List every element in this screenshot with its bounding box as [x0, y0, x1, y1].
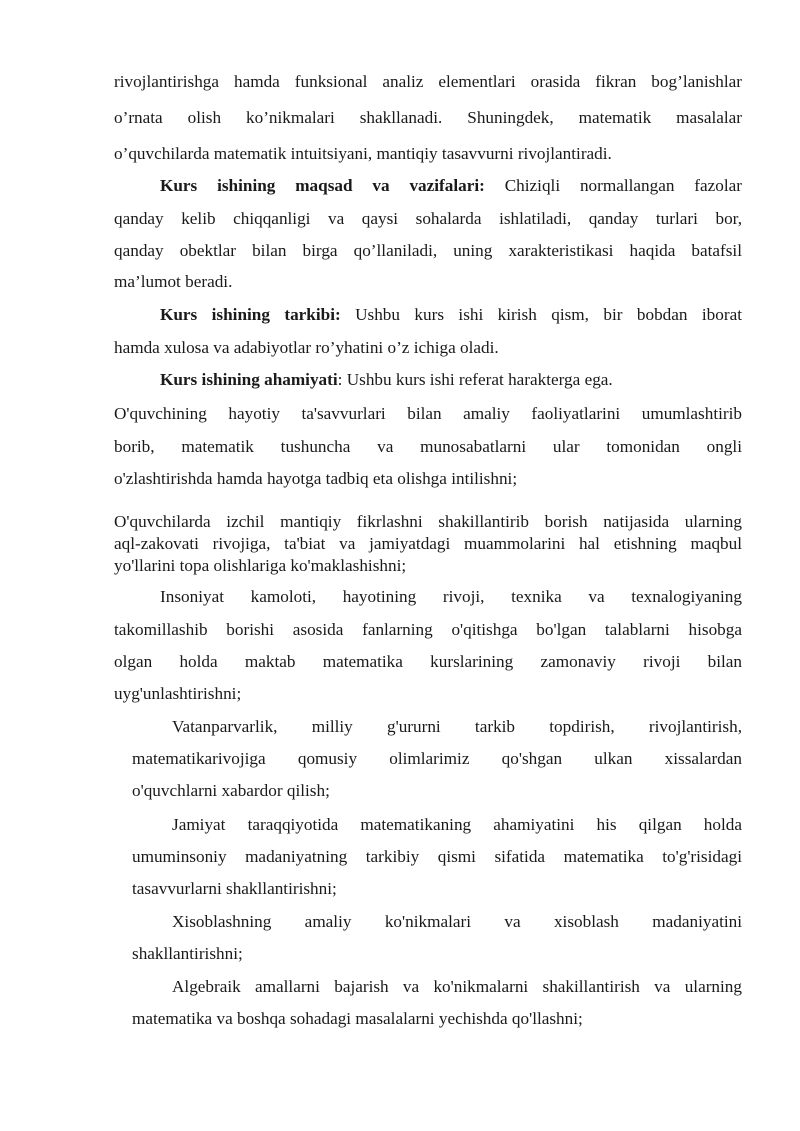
paragraph-1-line-1: rivojlantirishga hamda funksional analiz elementlari orasida fikran bog’lanishlar — [114, 72, 742, 91]
paragraph-3-line-1 — [160, 305, 742, 325]
paragraph-2-line-4: ma’lumot beradi. — [114, 272, 233, 291]
paragraph-8-line-2: matematikarivojiga qomusiy olimlarimiz qo'shgan ulkan xissalardan — [132, 749, 742, 768]
paragraph-7-line-3: olgan holda maktab matematika kurslarining zamonaviy rivoji bilan — [114, 652, 742, 671]
paragraph-3-line-2: hamda xulosa va adabiyotlar ro’yhatini o’z ichiga oladi. — [114, 338, 499, 357]
paragraph-9-line-1: Jamiyat taraqqiyotida matematikaning ahamiyatini his qilgan holda — [172, 815, 742, 834]
paragraph-2-line-1 — [160, 176, 742, 196]
paragraph-2-line-3: qanday obektlar bilan birga qo’llaniladi, uning xarakteristikasi haqida batafsil — [114, 241, 742, 260]
paragraph-9-line-2: umuminsoniy madaniyatning tarkibiy qismi sifatida matematika to'g'risidagi — [132, 847, 742, 866]
paragraph-8-line-1: Vatanparvarlik, milliy g'ururni tarkib topdirish, rivojlantirish, — [172, 717, 742, 736]
structure-heading: Kurs ishining tarkibi: — [160, 305, 341, 324]
paragraph-10-line-1: Xisoblashning amaliy ko'nikmalari va xisoblash madaniyatini — [172, 912, 742, 931]
paragraph-5-line-1: O'quvchining hayotiy ta'savvurlari bilan amaliy faoliyatlarini umumlashtirib — [114, 404, 742, 423]
goals-text: Chiziqli normallangan fazolar — [484, 176, 742, 195]
paragraph-6-line-1: O'quvchilarda izchil mantiqiy fikrlashni shakillantirib borish natijasida ularning — [114, 512, 742, 531]
paragraph-8-line-3: o'quvchlarni xabardor qilish; — [132, 781, 330, 800]
paragraph-5-line-3: o'zlashtirishda hamda hayotga tadbiq eta olishga intilishni; — [114, 469, 518, 488]
paragraph-7-line-2: takomillashib borishi asosida fanlarning o'qitishga bo'lgan talablarni hisobga — [114, 620, 742, 639]
goals-heading: Kurs ishining maqsad va vazifalari: — [160, 176, 485, 195]
paragraph-1-line-3: o’quvchilarda matematik intuitsiyani, mantiqiy tasavvurni rivojlantiradi. — [114, 144, 612, 163]
paragraph-6-line-2: aql-zakovati rivojiga, ta'biat va jamiyatdagi muammolarini hal etishning maqbul — [114, 534, 742, 553]
importance-text: : Ushbu kurs ishi referat harakterga ega. — [337, 370, 613, 389]
paragraph-7-line-1: Insoniyat kamoloti, hayotining rivoji, texnika va texnalogiyaning — [160, 587, 742, 606]
paragraph-11-line-1: Algebraik amallarni bajarish va ko'nikmalarni shakillantirish va ularning — [172, 977, 742, 996]
paragraph-5-line-2: borib, matematik tushuncha va munosabatlarni ular tomonidan ongli — [114, 437, 742, 456]
paragraph-6-line-3: yo'llarini topa olishlariga ko'maklashishni; — [114, 556, 407, 575]
paragraph-2-line-2: qanday kelib chiqqanligi va qaysi sohalarda ishlatiladi, qanday turlari bor, — [114, 209, 742, 228]
paragraph-11-line-2: matematika va boshqa sohadagi masalalarni yechishda qo'llashni; — [132, 1009, 583, 1028]
paragraph-7-line-4: uyg'unlashtirishni; — [114, 684, 242, 703]
structure-text: Ushbu kurs ishi kirish qism, bir bobdan iborat — [340, 305, 742, 324]
paragraph-4-line-1 — [160, 370, 742, 390]
paragraph-1-line-2: o’rnata olish ko’nikmalari shakllanadi. Shuningdek, matematik masalalar — [114, 108, 742, 127]
paragraph-10-line-2: shakllantirishni; — [132, 944, 243, 963]
importance-heading: Kurs ishining ahamiyati — [160, 370, 338, 389]
paragraph-9-line-3: tasavvurlarni shakllantirishni; — [132, 879, 337, 898]
